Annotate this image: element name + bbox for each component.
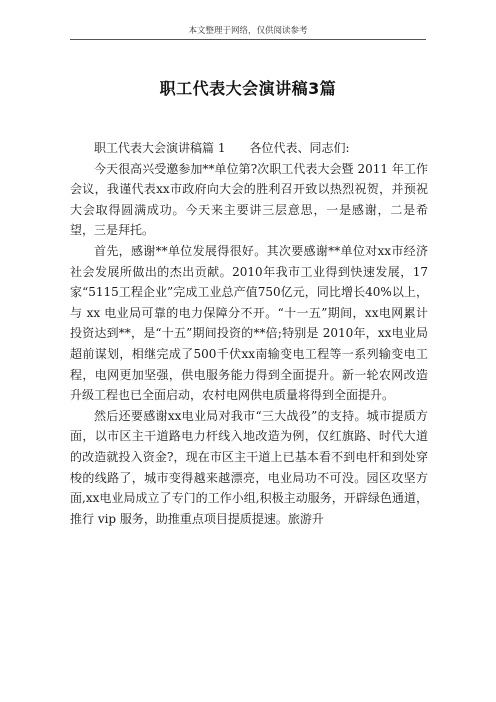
page-header [70,18,426,40]
intro-line [70,138,428,159]
document-title: 职工代表大会演讲稿3篇 [159,79,337,98]
document-body [70,138,428,529]
paragraph-3: 然后还要感谢xx电业局对我市“三大战役”的支持。城市提质方面，以市区主干道路电力杆线入地改造为例，仅红旗路、时代大道的改造就投入资金?，现在市区主干道上已基本看不到电杆和到处穿梭的线路了，城市变得越来越漂亮，电业局功不可没。园区攻坚方面,xx电业局成立了专门的工作小组,积极主动服务，开辟绿色通道，推行 vip 服务，助推重点项目提质提速。旅游升 [70,408,428,526]
paragraph-1: 今天很高兴受邀参加**单位第?次职工代表大会暨 2011 年工作会议，我谨代表xx市政府向大会的胜利召开致以热烈祝贺，并预祝大会取得圆满成功。今天来主要讲三层意思，一是感谢，二是希望，三是拜托。 [70,161,428,238]
salutation: 各位代表、同志们: [249,141,350,155]
intro-label: 职工代表大会演讲稿篇 1 [94,141,226,155]
header-note: 本文整理于网络，仅供阅读参考 [188,26,308,36]
paragraph-2: 首先，感谢**单位发展得很好。其次要感谢**单位对xx市经济社会发展所做出的杰出贡献。2010年我市工业得到快速发展，17家“5115工程企业”完成工业总产值750亿元，同比增长40%以上，与 xx 电业局可靠的电力保障分不开。“十一五”期间，xx电网累计投资达到**，是“十五”期间投资的**倍;特别是 2010年，xx电业局超前谋划，相继完成了500千伏xx南输变电工程等一系列输变电工程，电网更加坚强，供电服务能力得到全面提升。新一轮农网改造升级工程也已全面启动，农村电网供电质量将得到全面提升。 [70,243,428,403]
